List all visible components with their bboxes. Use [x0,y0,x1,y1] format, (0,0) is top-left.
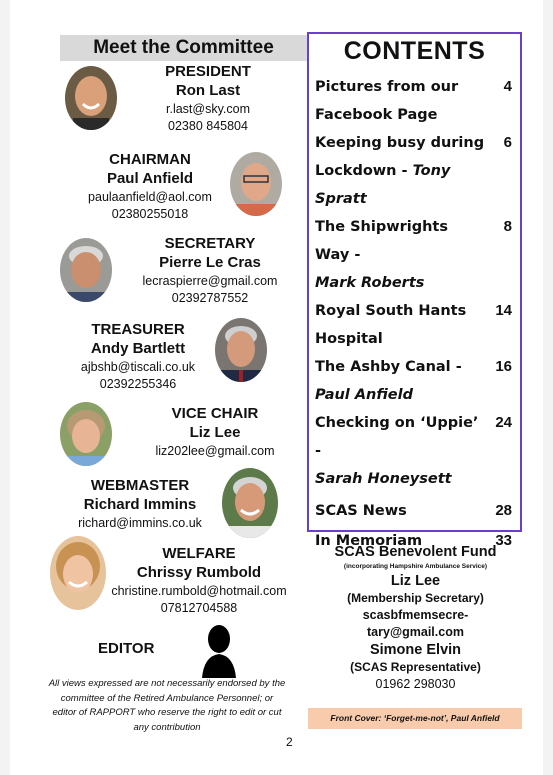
contents-item-page: 28 [495,502,512,519]
benevolent-email-line2[interactable]: tary@gmail.com [367,625,464,639]
contents-item[interactable] [309,409,520,493]
member-secretary [134,234,286,307]
member-name: Paul Anfield [106,170,194,187]
contents-item-page: 6 [503,134,512,151]
committee-header: Meet the Committee [60,35,307,61]
page-number: 2 [286,735,293,749]
contents-item-page: 24 [495,414,512,431]
member-name: Pierre Le Cras [159,254,261,271]
benevolent-contact-role: (SCAS Representative) [350,660,481,674]
contents-item-title: The Shipwrights Way - [315,219,448,263]
chairman-photo [230,152,282,216]
member-webmaster [64,476,216,532]
role-label: WEBMASTER [90,477,190,494]
phone-number: 02380 845804 [168,119,248,133]
email-link[interactable]: christine.rumbold@hotmail.com [111,584,287,598]
contents-item-title: SCAS News [315,503,407,519]
contents-item-page: 8 [503,218,512,235]
role-label: WELFARE [162,545,236,562]
front-cover-credit: Front Cover: ‘Forget-me-not’, Paul Anfield [308,708,522,729]
benevolent-title: SCAS Benevolent Fund [334,544,497,560]
president-photo [65,66,117,130]
contents-item-author: Mark Roberts [315,275,425,291]
member-chairman [70,150,230,223]
contents-item-title: Royal South Hants Hospital [315,303,467,347]
benevolent-contact-name: Simone Elvin [369,642,462,658]
member-name: Richard Immins [83,496,197,513]
page [10,0,543,775]
member-name: Andy Bartlett [90,340,186,357]
contents-item-title: Keeping busy during Lockdown - Tony Spratt [315,135,485,207]
contents-list [309,73,520,555]
benevolent-email-line1[interactable]: scasbfmemsecre- [362,608,469,622]
contents-item-page: 16 [495,358,512,375]
role-label: SECRETARY [164,235,256,252]
member-treasurer [62,320,214,393]
treasurer-photo [215,318,267,382]
benevolent-contact-name: Liz Lee [390,573,441,589]
phone-number: 07812704588 [160,601,238,615]
contents-item-author: Tony Spratt [315,163,451,207]
person-silhouette-icon [200,622,238,678]
contents-item-author: Paul Anfield [315,387,413,403]
contents-title: CONTENTS [343,37,486,65]
webmaster-photo [222,468,278,538]
member-name: Chrissy Rumbold [136,564,262,581]
role-label: CHAIRMAN [109,151,191,168]
benevolent-contact-role: (Membership Secretary) [347,591,484,605]
phone-number: 02392787552 [171,291,249,305]
member-president [147,62,269,135]
email-link[interactable]: r.last@sky.com [166,102,250,116]
contents-item[interactable] [309,213,520,297]
editor-label: EDITOR [98,640,155,657]
contents-item-author: Sarah Honeysett [315,471,452,487]
member-welfare [110,544,288,617]
email-link[interactable]: lecraspierre@gmail.com [142,274,278,288]
phone-number: 02380255018 [111,207,189,221]
disclaimer-text: All views expressed are not necessarily endorsed by the committee of the Retired Ambulance Personnel; or editor of RAPPORT who reserve the right to edit or cut any contribution [48,678,286,733]
member-name: Liz Lee [189,424,241,441]
email-link[interactable]: richard@immins.co.uk [78,516,202,530]
benevolent-fund-section [308,543,523,693]
welfare-photo [50,536,106,610]
contents-item[interactable] [309,129,520,213]
phone-number: 02392255346 [99,377,177,391]
contents-item-title: Pictures from our Facebook Page [315,79,459,123]
contents-item-page: 14 [495,302,512,319]
contents-item-title: Checking on ‘Uppie’ - [315,415,479,459]
benevolent-phone: 01962 298030 [375,677,456,691]
member-name: Ron Last [175,82,241,99]
vice-chair-photo [60,402,112,466]
contents-item-page: 33 [495,532,512,549]
secretary-photo [60,238,112,302]
role-label: VICE CHAIR [171,405,259,422]
benevolent-subtitle: (incorporating Hampshire Ambulance Service) [343,563,488,570]
member-vice-chair [146,404,284,460]
role-label: PRESIDENT [165,63,251,80]
contents-item[interactable] [309,73,520,129]
contents-item[interactable] [309,353,520,409]
contents-item-title: In Memoriam [315,533,423,549]
contents-item[interactable] [309,497,520,525]
email-link[interactable]: liz202lee@gmail.com [155,444,275,458]
email-link[interactable]: paulaanfield@aol.com [88,190,212,204]
contents-item-page: 4 [503,78,512,95]
role-label: TREASURER [91,321,185,338]
contents-box [307,32,522,549]
contents-item-title: The Ashby Canal - [315,359,462,375]
email-link[interactable]: ajbshb@tiscali.co.uk [80,360,196,374]
contents-item[interactable] [309,297,520,353]
